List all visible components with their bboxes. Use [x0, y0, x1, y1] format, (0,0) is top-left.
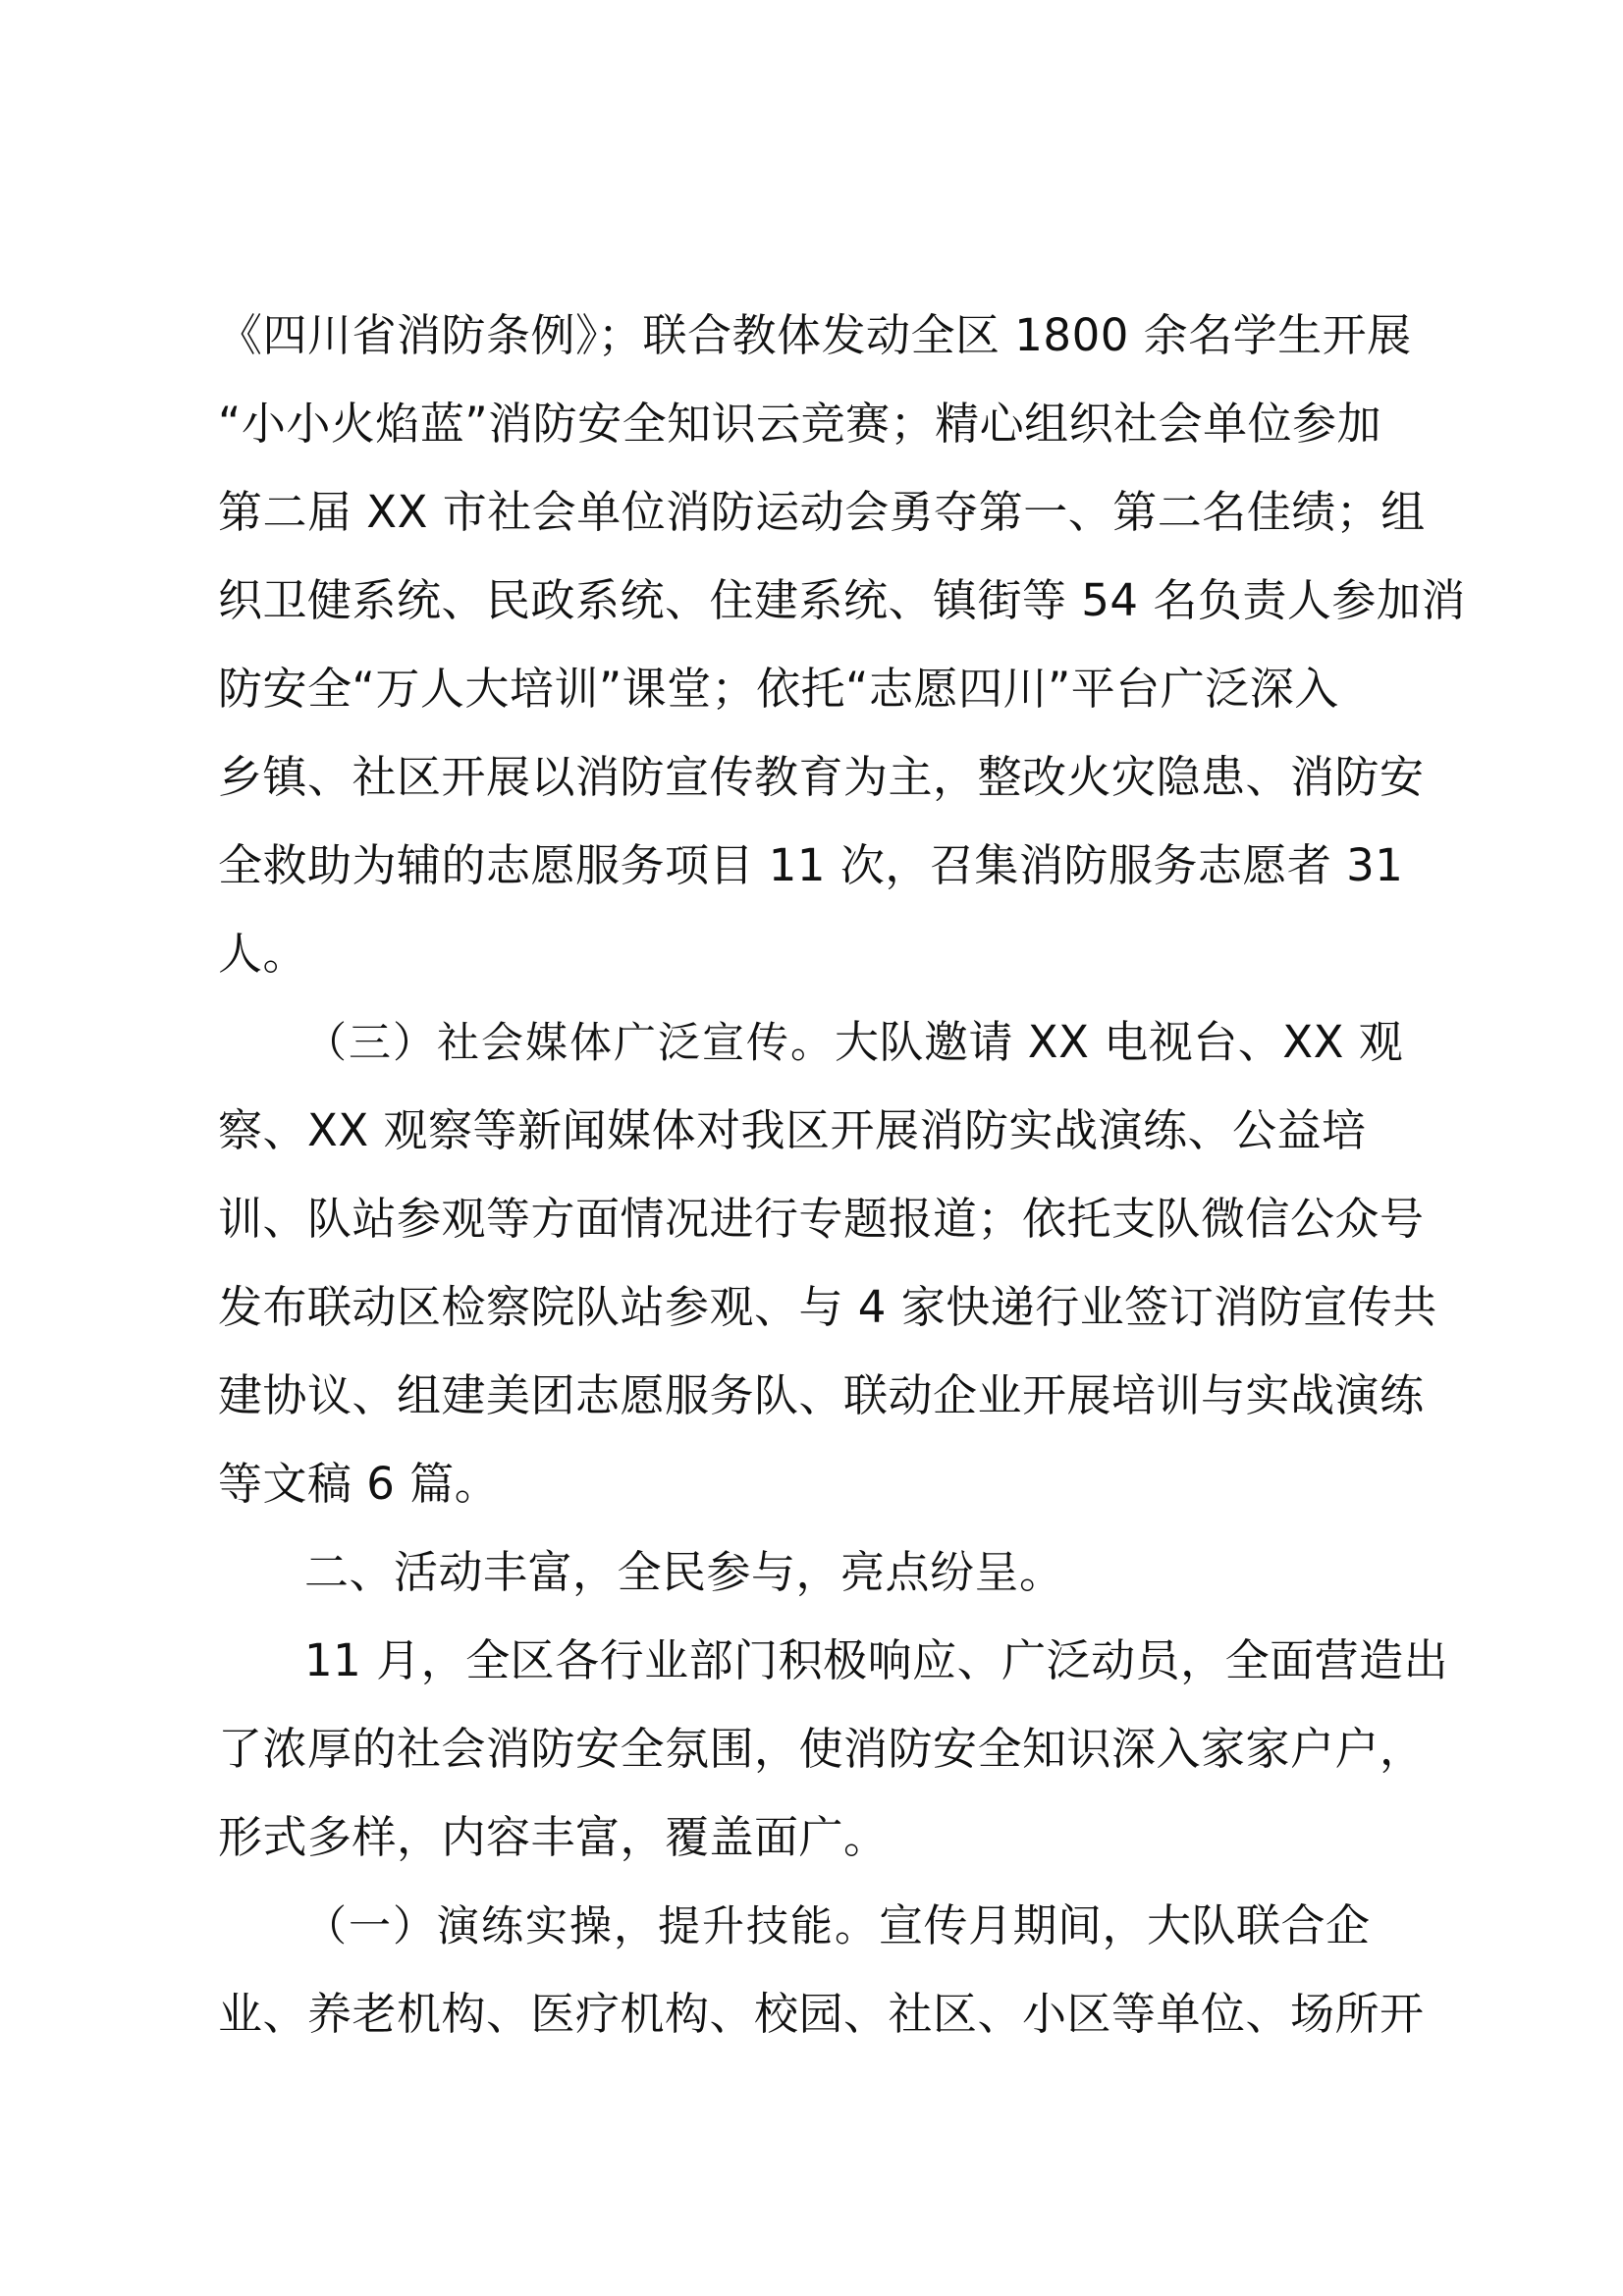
paragraph-line-10: 察、XX 观察等新闻媒体对我区开展消防实战演练、公益培 — [218, 1104, 1367, 1156]
paragraph-line-16: 11 月，全区各行业部门积极响应、广泛动员，全面营造出 — [304, 1634, 1449, 1686]
paragraph-line-18: 形式多样，内容丰富，覆盖面广。 — [218, 1811, 889, 1863]
subsection-3-text: 大队邀请 XX 电视台、XX 观 — [835, 1016, 1404, 1068]
paragraph-line-17: 了浓厚的社会消防安全氛围，使消防安全知识深入家家户户， — [218, 1723, 1425, 1775]
paragraph-line-12: 发布联动区检察院队站参观、与 4 家快递行业签订消防宣传共 — [218, 1281, 1437, 1333]
subsection-1-first-line — [304, 1896, 1522, 1956]
paragraph-line-6: 乡镇、社区开展以消防宣传教育为主，整改火灾隐患、消防安 — [218, 751, 1425, 803]
paragraph-line-3: 第二届 XX 市社会单位消防运动会勇夺第一、第二名佳绩；组 — [218, 486, 1426, 538]
paragraph-line-2: “小小火焰蓝”消防安全知识云竞赛；精心组织社会单位参加 — [218, 398, 1382, 450]
subsection-3-first-line — [304, 1013, 1522, 1073]
section-2-heading: 二、活动丰富，全民参与，亮点纷呈。 — [304, 1546, 1064, 1598]
paragraph-line-13: 建协议、组建美团志愿服务队、联动企业开展培训与实战演练 — [218, 1369, 1425, 1421]
paragraph-line-1: 《四川省消防条例》；联合教体发动全区 1800 余名学生开展 — [218, 309, 1412, 361]
paragraph-line-7: 全救助为辅的志愿服务项目 11 次，召集消防服务志愿者 31 — [218, 839, 1404, 891]
subsection-1-text: 宣传月期间，大队联合企 — [879, 1899, 1371, 1951]
subsection-3-heading: （三）社会媒体广泛宣传。 — [304, 1019, 835, 1068]
paragraph-line-5: 防安全“万人大培训”课堂；依托“志愿四川”平台广泛深入 — [218, 663, 1339, 715]
paragraph-line-20: 业、养老机构、医疗机构、校园、社区、小区等单位、场所开 — [218, 1988, 1425, 2040]
paragraph-line-11: 训、队站参观等方面情况进行专题报道；依托支队微信公众号 — [218, 1193, 1425, 1245]
paragraph-line-8: 人。 — [218, 928, 308, 980]
paragraph-line-4: 织卫健系统、民政系统、住建系统、镇街等 54 名负责人参加消 — [218, 574, 1466, 626]
paragraph-line-14: 等文稿 6 篇。 — [218, 1458, 500, 1510]
subsection-1-heading: （一）演练实操，提升技能。 — [304, 1902, 879, 1951]
